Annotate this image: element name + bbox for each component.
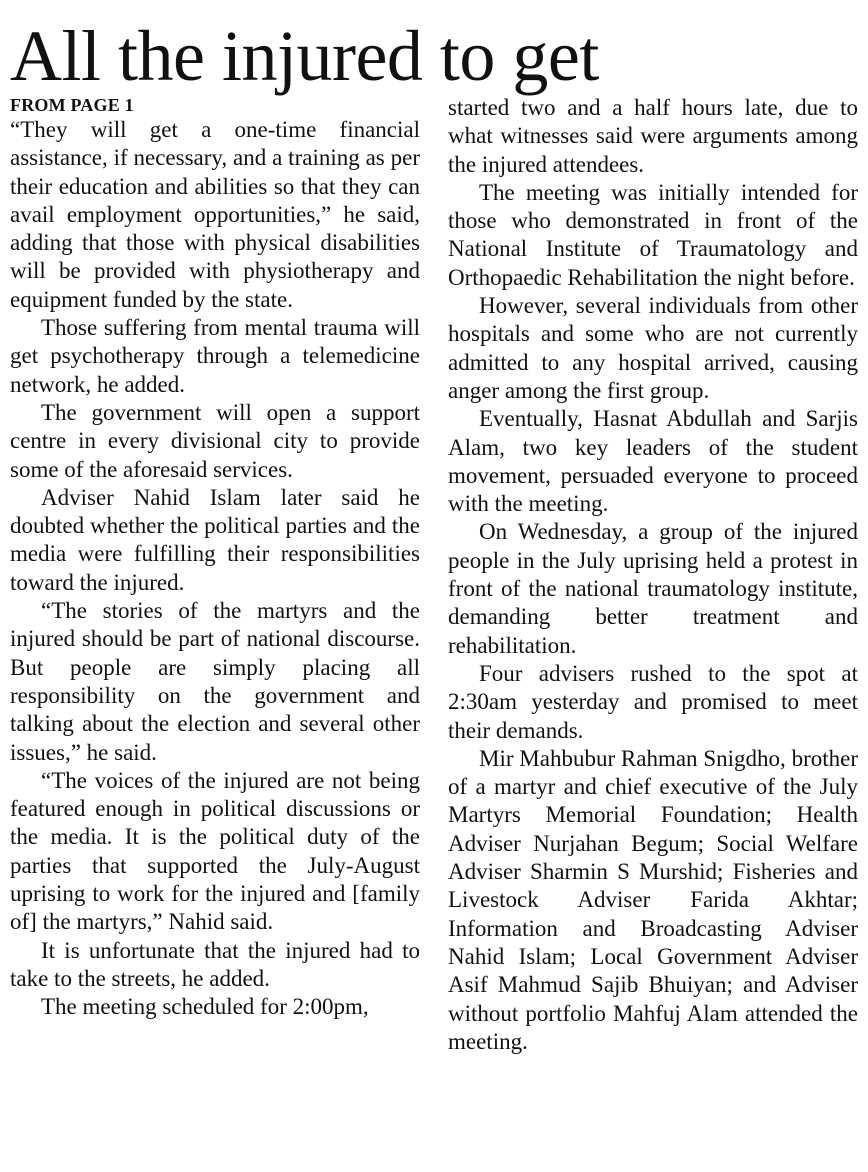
article-paragraph: However, several individuals from other hospitals and some who are not currently admitted to any hospital arrived, causing anger among the first group. [448, 293, 858, 403]
article-paragraph: The government will open a support centre in every divisional city to provide some of the aforesaid services. [10, 399, 420, 482]
article-paragraph: “The voices of the injured are not being featured enough in political discussions or the media. It is the political duty of the parties that supported the July-August uprising to work for the injured and [family of] the martyrs,” Nahid said. [10, 767, 420, 935]
article-headline: All the injured to get [10, 16, 599, 96]
article-paragraph: It is unfortunate that the injured had to take to the streets, he added. [10, 937, 420, 991]
article-paragraph: “They will get a one-time financial assistance, if necessary, and a training as per their education and abilities so that they can avail employment opportunities,” he said, adding that those with physical disabilities will be provided with physiotherapy and equipment funded by the state. [10, 117, 420, 312]
article-column-left [10, 94, 420, 1022]
article-column-right [448, 94, 858, 1056]
article-paragraph: On Wednesday, a group of the injured people in the July uprising held a protest in front of the national traumatology institute, demanding better treatment and rehabilitation. [448, 519, 858, 658]
article-paragraph: “The stories of the martyrs and the injured should be part of national discourse. But people are simply placing all responsibility on the government and talking about the election and several other issues,” he said. [10, 598, 420, 765]
article-paragraph: Those suffering from mental trauma will get psychotherapy through a telemedicine network, he added. [10, 315, 420, 397]
jump-label: FROM PAGE 1 [10, 95, 134, 115]
article-paragraph: started two and a half hours late, due to what witnesses said were arguments among the injured attendees. [448, 95, 858, 177]
article-paragraph: Eventually, Hasnat Abdullah and Sarjis Alam, two key leaders of the student movement, persuaded everyone to proceed with the meeting. [448, 406, 858, 517]
article-paragraph: Adviser Nahid Islam later said he doubted whether the political parties and the media were fulfilling their responsibilities toward the injured. [10, 484, 420, 595]
article-paragraph: The meeting was initially intended for those who demonstrated in front of the National Institute of Traumatology and Orthopaedic Rehabilitation the night before. [448, 179, 858, 290]
article-paragraph: Four advisers rushed to the spot at 2:30am yesterday and promised to meet their demands. [448, 660, 858, 743]
article-paragraph: Mir Mahbubur Rahman Snigdho, brother of a martyr and chief executive of the July Martyrs Memorial Foundation; Health Adviser Nurjahan Begum; Social Welfare Adviser Sharmin S Murshid; Fisheries and Livestock Adviser Farida Akhtar; Information and Broadcasting Adviser Nahid Islam; Local Government Adviser Asif Mahmud Sajib Bhuiyan; and Adviser without portfolio Mahfuj Alam attended the meeting. [448, 745, 858, 1054]
article-paragraph: The meeting scheduled for 2:00pm, [41, 994, 369, 1020]
